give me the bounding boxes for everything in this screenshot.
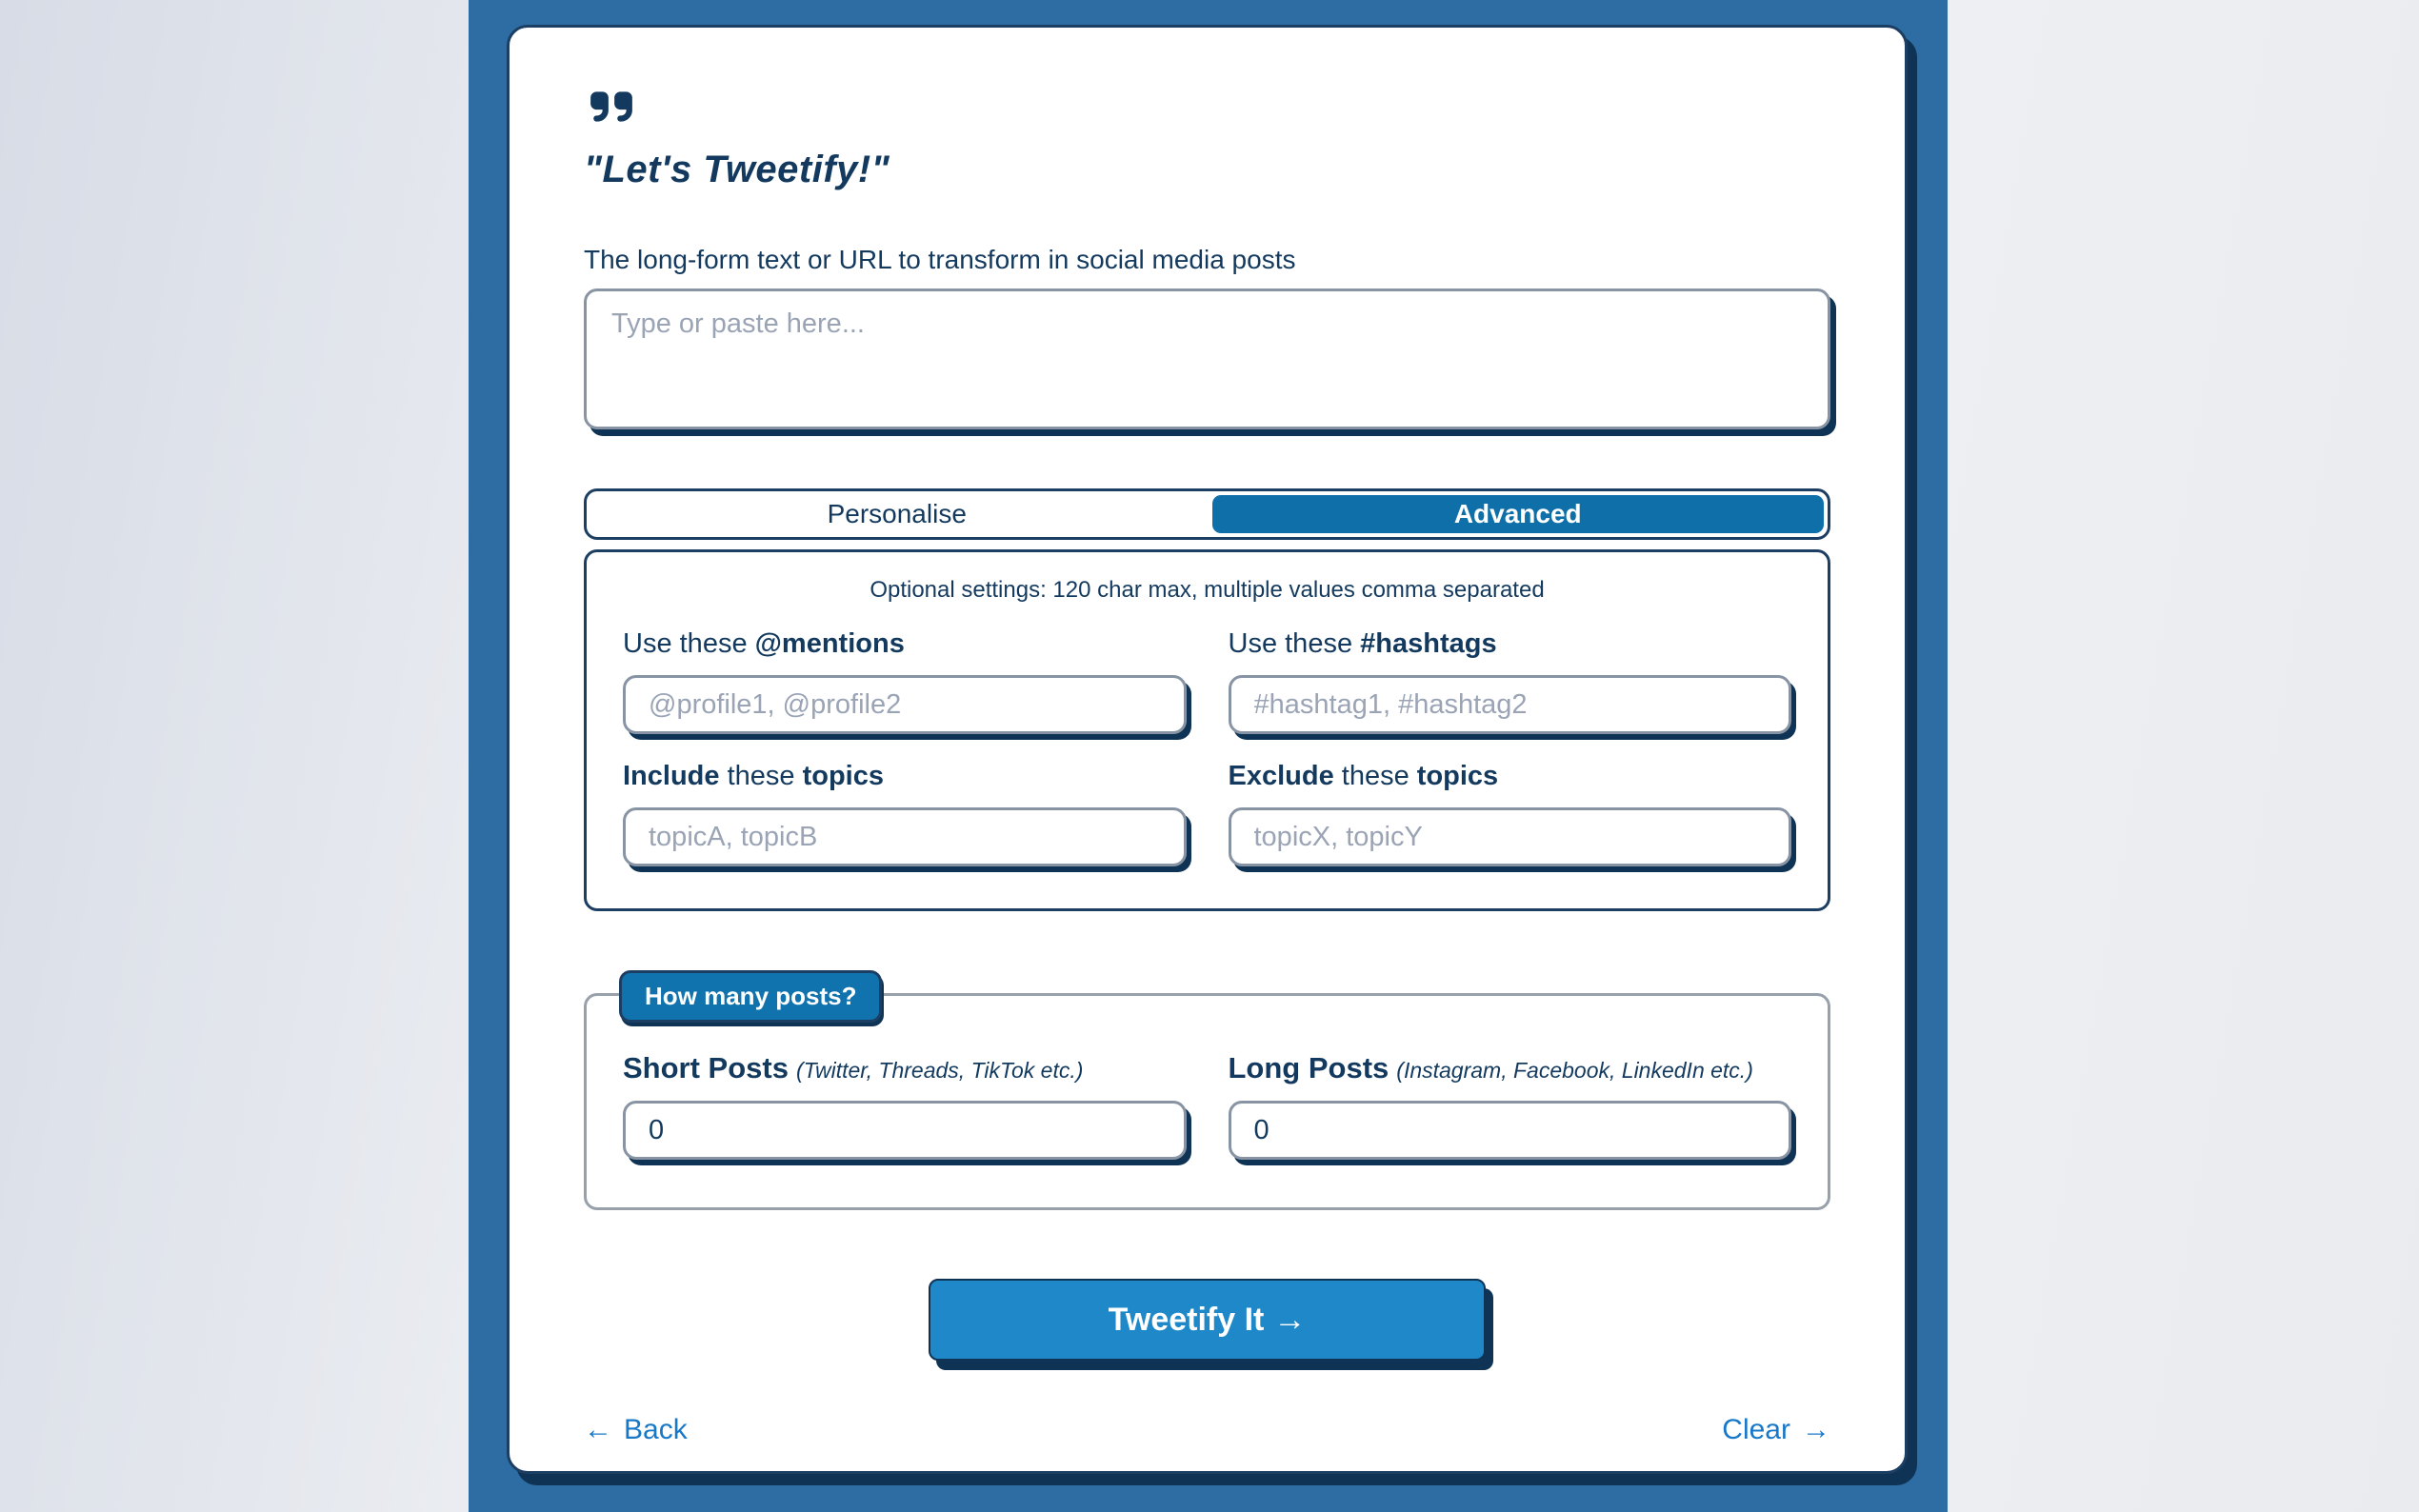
how-many-posts-box bbox=[584, 982, 1830, 1210]
hashtags-field bbox=[1229, 628, 1792, 734]
short-posts-count-input[interactable] bbox=[623, 1101, 1187, 1160]
arrow-right-icon: → bbox=[1273, 1301, 1307, 1338]
exclude-topics-field bbox=[1229, 761, 1792, 866]
submit-row bbox=[584, 1279, 1830, 1361]
back-link[interactable]: ← Back bbox=[584, 1414, 688, 1445]
how-many-posts-badge: How many posts? bbox=[619, 970, 882, 1023]
source-text-label: The long-form text or URL to transform in social media posts bbox=[584, 245, 1296, 274]
clear-link[interactable]: Clear → bbox=[1722, 1414, 1830, 1445]
exclude-topics-label: Exclude these topics bbox=[1228, 761, 1499, 791]
quote-right-icon bbox=[584, 83, 1830, 135]
hashtags-input[interactable] bbox=[1229, 675, 1792, 734]
advanced-fields-grid bbox=[623, 628, 1791, 866]
long-posts-field bbox=[1229, 1051, 1792, 1160]
tweetify-form-card bbox=[507, 25, 1908, 1474]
include-topics-field bbox=[623, 761, 1187, 866]
mentions-field bbox=[623, 628, 1187, 734]
tab-personalise[interactable]: Personalise bbox=[587, 491, 1208, 537]
footer-links bbox=[584, 1414, 1830, 1446]
source-text-input[interactable] bbox=[584, 288, 1830, 429]
short-posts-field bbox=[623, 1051, 1187, 1160]
advanced-settings-panel bbox=[584, 549, 1830, 911]
short-posts-note: (Twitter, Threads, TikTok etc.) bbox=[795, 1058, 1084, 1083]
include-topics-label: Include these topics bbox=[623, 761, 884, 791]
posts-fields-grid bbox=[623, 1051, 1791, 1160]
long-posts-count-input[interactable] bbox=[1229, 1101, 1792, 1160]
settings-tabbar bbox=[584, 488, 1830, 540]
tab-advanced[interactable]: Advanced bbox=[1212, 495, 1825, 533]
arrow-right-icon: → bbox=[1802, 1414, 1830, 1445]
mentions-input[interactable] bbox=[623, 675, 1187, 734]
page-title: "Let's Tweetify!" bbox=[584, 149, 890, 190]
tweetify-it-button[interactable]: Tweetify It → bbox=[929, 1279, 1486, 1361]
exclude-topics-input[interactable] bbox=[1229, 807, 1792, 866]
hashtags-label: Use these #hashtags bbox=[1228, 628, 1497, 659]
long-posts-label: Long Posts (Instagram, Facebook, LinkedIn etc.) bbox=[1228, 1051, 1753, 1084]
arrow-left-icon: ← bbox=[584, 1414, 612, 1445]
mentions-label: Use these @mentions bbox=[623, 628, 905, 659]
optional-settings-hint: Optional settings: 120 char max, multiple values comma separated bbox=[870, 577, 1545, 603]
long-posts-note: (Instagram, Facebook, LinkedIn etc.) bbox=[1396, 1058, 1753, 1083]
include-topics-input[interactable] bbox=[623, 807, 1187, 866]
short-posts-label: Short Posts (Twitter, Threads, TikTok etc.) bbox=[623, 1051, 1084, 1084]
